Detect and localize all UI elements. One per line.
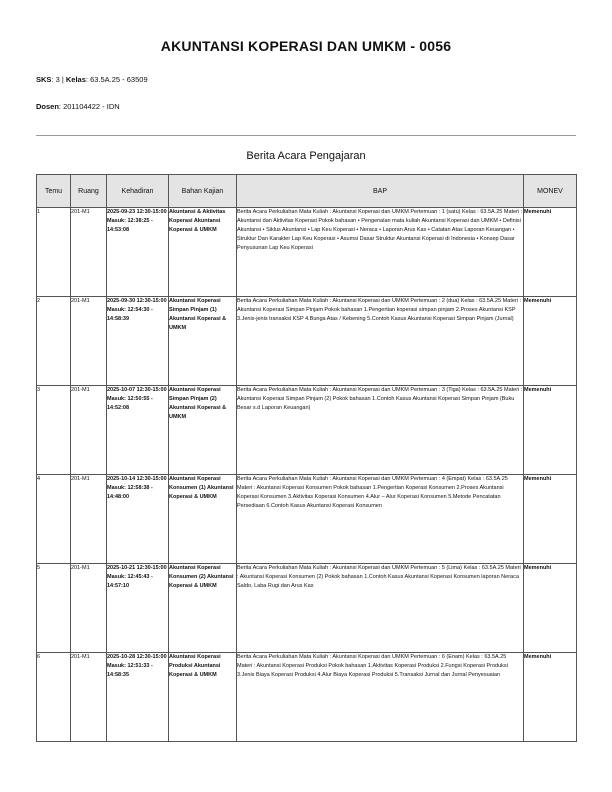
cell-monev: Memenuhi — [524, 564, 577, 653]
cell-bap: Berita Acara Perkuliahan Mata Kuliah : Akuntansi Koperasi dan UMKM Pertemuan : 5 (Lima) Kelas : 63.5A.25 Materi : Akuntansi Koperasi Konsumen (2) Pokok bahasan 1.Contoh Kasus Akuntansi Koperasi Konsumen laporan Neraca Saldo, Laba Rugi dan Arus Kas — [237, 564, 524, 653]
cell-bap: Berita Acara Perkuliahan Mata Kuliah : Akuntansi Koperasi dan UMKM Pertemuan : 6 (Enam) Kelas : 63.5A.25 Materi : Akuntansi Koperasi Produksi Pokok bahasan 1.Aktivitas Koperasi Produksi 2.Fungsi Koperasi Produksi 3.Jenis Biaya Koperasi Produksi 4.Alur Biaya Koperasi Produksi 5.Transaksi Jurnal dan Jurnal Penyesuaian — [237, 653, 524, 742]
table-row — [37, 475, 577, 564]
cell-bahan-kajian: Akuntansi Koperasi Produksi Akuntansi Koperasi & UMKM — [169, 653, 237, 742]
cell-monev: Memenuhi — [524, 475, 577, 564]
cell-monev: Memenuhi — [524, 386, 577, 475]
table-row — [37, 386, 577, 475]
cell-kehadiran: 2025-10-14 12:30-15:00 Masuk: 12:58:38 - 14:48:00 — [107, 475, 169, 564]
col-header-kehadiran: Kehadiran — [107, 175, 169, 208]
table-row — [37, 653, 577, 742]
cell-monev: Memenuhi — [524, 653, 577, 742]
divider — [36, 135, 576, 136]
cell-kehadiran: 2025-10-28 12:30-15:00 Masuk: 12:51:33 - 14:58:35 — [107, 653, 169, 742]
cell-temu: 5 — [37, 564, 71, 653]
col-header-bahan-kajian: Bahan Kajian — [169, 175, 237, 208]
section-title: Berita Acara Pengajaran — [246, 150, 366, 162]
cell-monev: Memenuhi — [524, 208, 577, 297]
cell-kehadiran: 2025-09-23 12:30-15:00 Masuk: 12:38:25 - 14:53:08 — [107, 208, 169, 297]
cell-bahan-kajian: Akuntansi Koperasi Simpan Pinjam (1) Akuntansi Koperasi & UMKM — [169, 297, 237, 386]
sks-label: SKS — [36, 75, 52, 84]
col-header-monev: MONEV — [524, 175, 577, 208]
cell-ruang: 201-M1 — [71, 475, 107, 564]
cell-kehadiran: 2025-10-21 12:30-15:00 Masuk: 12:45:43 - 14:57:10 — [107, 564, 169, 653]
sks-value: : 3 | — [51, 75, 66, 84]
cell-bap: Berita Acara Perkuliahan Mata Kuliah : Akuntansi Koperasi dan UMKM Pertemuan : 2 (dua) Kelas : 63.5A.25 Materi : Akuntansi Koperasi Simpan Pinjam Pokok bahasan 1.Pengertian koperasi simpan pinjam 2.Proses Akuntansi KSP 3.Jenis-jenis transaksi KSP 4.Bunga Atas / Kebening 5.Contoh Kasus Akuntansi Koperasi Simpan Pinjam (Jurnal) — [237, 297, 524, 386]
cell-monev: Memenuhi — [524, 297, 577, 386]
cell-ruang: 201-M1 — [71, 297, 107, 386]
cell-bap: Berita Acara Perkuliahan Mata Kuliah : Akuntansi Koperasi dan UMKM Pertemuan : 1 (satu) Kelas : 63.5A.25 Materi : Akuntansi dan Aktivitas Koperasi Pokok bahasan • Pengenalan mata kuliah Akuntansi Koperasi dan UMKM • Definisi Akuntansi • Siklus Akuntansi • Lap Keu Koperasi • Neraca • Laporan Arus Kas • Catatan Atas Laporan Keuangan • Struktur Dan Karakter Lap Keu Koperasi • Asumsi Dasar Struktur Akuntansi Koperasi di Indonesia • Konsep Dasar Penyusunan Lap Keu Koperasi — [237, 208, 524, 297]
course-title: AKUNTANSI KOPERASI DAN UMKM - 0056 — [160, 38, 452, 54]
dosen-label: Dosen — [36, 102, 59, 111]
col-header-bap: BAP — [237, 175, 524, 208]
cell-bap: Berita Acara Perkuliahan Mata Kuliah : Akuntansi Koperasi dan UMKM Pertemuan : 3 (Tiga) Kelas : 63.5A.25 Materi : Akuntansi Koperasi Simpan Pinjam (2) Pokok bahasan 1.Contoh Kasus Akuntansi Koperasi Simpan Pinjam (Buku Besar s.d Laporan Keuangan) — [237, 386, 524, 475]
cell-ruang: 201-M1 — [71, 653, 107, 742]
cell-ruang: 201-M1 — [71, 386, 107, 475]
cell-bahan-kajian: Akuntansi & Aktivitas Koperasi Akuntansi Koperasi & UMKM — [169, 208, 237, 297]
col-header-ruang: Ruang — [71, 175, 107, 208]
table-row — [37, 208, 577, 297]
cell-bahan-kajian: Akuntansi Koperasi Simpan Pinjam (2) Akuntansi Koperasi & UMKM — [169, 386, 237, 475]
table-row — [37, 297, 577, 386]
cell-bahan-kajian: Akuntansi Koperasi Konsumen (2) Akuntansi Koperasi & UMKM — [169, 564, 237, 653]
cell-ruang: 201-M1 — [71, 208, 107, 297]
cell-temu: 4 — [37, 475, 71, 564]
cell-bahan-kajian: Akuntansi Koperasi Konsumen (1) Akuntansi Koperasi & UMKM — [169, 475, 237, 564]
kelas-value: : 63.5A.25 - 63509 — [85, 75, 148, 84]
col-header-temu: Temu — [37, 175, 71, 208]
cell-bap: Berita Acara Perkuliahan Mata Kuliah : Akuntansi Koperasi dan UMKM Pertemuan : 4 (Empat) Kelas : 63.5A.25 Materi : Akuntansi Koperasi Konsumen Pokok bahasan 1.Pengertian Koperasi Konsumen 2.Proses Akuntansi Koperasi Konsumen 3.Aktivitas Koperasi Konsumen 4.Alur – Alur Koperasi Konsumen 5.Metode Pencatatan Persediaan 6.Contoh Kasus Akuntansi Koperasi Konsumen — [237, 475, 524, 564]
cell-ruang: 201-M1 — [71, 564, 107, 653]
cell-temu: 1 — [37, 208, 71, 297]
table-row — [37, 564, 577, 653]
cell-kehadiran: 2025-09-30 12:30-15:00 Masuk: 12:54:30 - 14:58:39 — [107, 297, 169, 386]
cell-temu: 2 — [37, 297, 71, 386]
cell-kehadiran: 2025-10-07 12:30-15:00 Masuk: 12:50:55 - 14:52:08 — [107, 386, 169, 475]
course-info-line — [36, 75, 148, 84]
kelas-label: Kelas — [65, 75, 86, 84]
table-header-row — [37, 175, 577, 208]
bap-table — [36, 174, 577, 742]
dosen-value: : 201104422 - IDN — [58, 102, 120, 111]
lecturer-line — [36, 102, 120, 111]
cell-temu: 6 — [37, 653, 71, 742]
cell-temu: 3 — [37, 386, 71, 475]
